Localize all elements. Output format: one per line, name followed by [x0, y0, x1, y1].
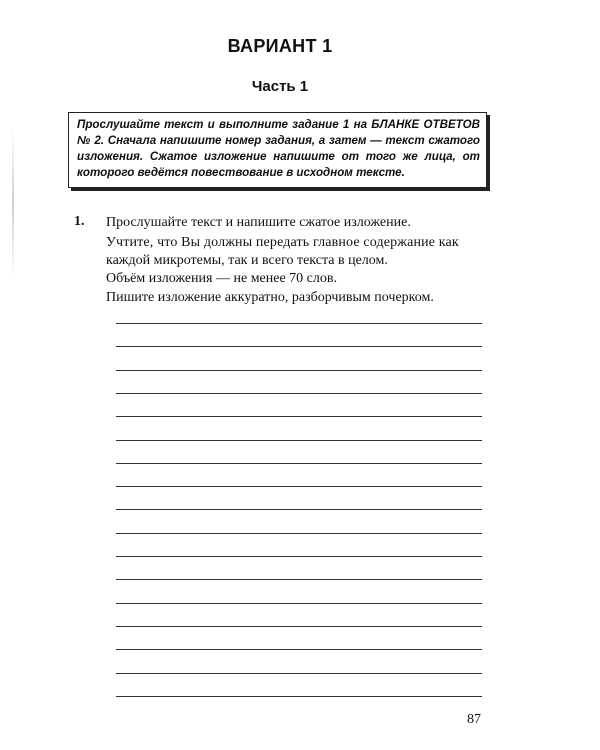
task-line-5: Пишите изложение аккуратно, разборчивым почерком. [106, 290, 434, 305]
answer-line[interactable] [116, 533, 482, 534]
answer-line[interactable] [116, 673, 482, 674]
answer-line[interactable] [116, 346, 482, 347]
answer-line[interactable] [116, 509, 482, 510]
answer-line[interactable] [116, 463, 482, 464]
answer-line[interactable] [116, 323, 482, 324]
page-number: 87 [467, 712, 481, 727]
task-number: 1. [74, 214, 85, 229]
answer-line[interactable] [116, 579, 482, 580]
answer-line[interactable] [116, 486, 482, 487]
answer-line[interactable] [116, 393, 482, 394]
answer-line[interactable] [116, 649, 482, 650]
scan-edge-shadow [12, 128, 14, 278]
answer-line[interactable] [116, 370, 482, 371]
answer-line[interactable] [116, 696, 482, 697]
answer-line[interactable] [116, 556, 482, 557]
answer-line[interactable] [116, 416, 482, 417]
instruction-box [68, 112, 487, 188]
answer-line[interactable] [116, 603, 482, 604]
task-line-4: Объём изложения — не менее 70 слов. [106, 271, 337, 286]
variant-title: ВАРИАНТ 1 [227, 36, 333, 56]
part-title: Часть 1 [251, 78, 309, 95]
answer-line[interactable] [116, 440, 482, 441]
task-line-1: Прослушайте текст и напишите сжатое изложение. [106, 215, 411, 230]
task-line-2: Учтите, что Вы должны передать главное содержание как [106, 235, 459, 250]
task-line-3: каждой микротемы, так и всего текста в целом. [106, 253, 388, 268]
instruction-text: Прослушайте текст и выполните задание 1 на БЛАНКЕ ОТВЕТОВ № 2. Сначала напишите номер задания, а затем — текст сжатого изложения. Сжатое изложение напишите от того же лица, от которого ведётся повествование в исходном тексте. [77, 118, 480, 179]
answer-line[interactable] [116, 626, 482, 627]
